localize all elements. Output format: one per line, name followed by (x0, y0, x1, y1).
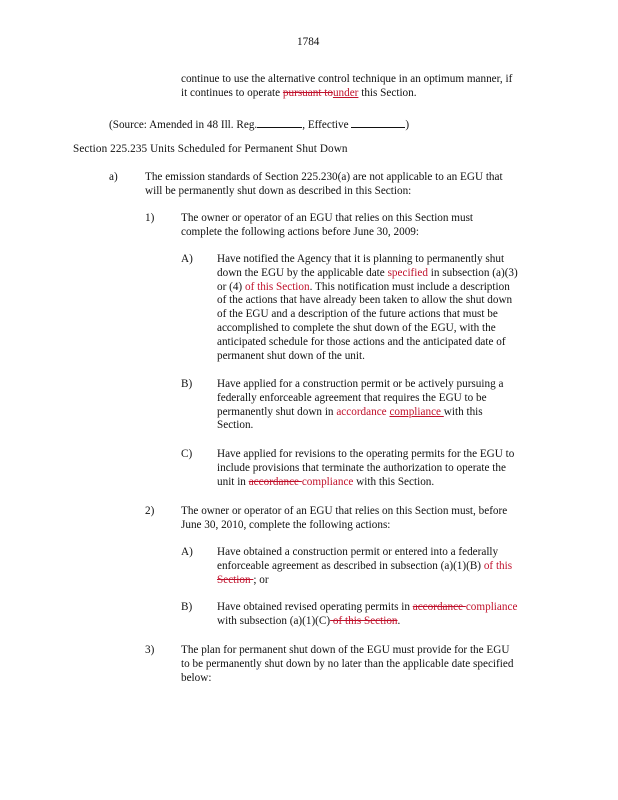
subsection-a2A-text: Have obtained a construction permit or entered into a federally enforceable agreement as described in subsection (a)(1)(B) of this Section ; or (217, 546, 513, 586)
label-a1: 1) (145, 212, 155, 224)
label-a3: 3) (145, 644, 155, 656)
inserted-text: of this Section (244, 280, 310, 293)
subsection-a1-text: The owner or operator of an EGU that relies on this Section must complete the following actions before June 30, 2009: (181, 212, 474, 238)
inserted-text: compliance (465, 601, 518, 613)
deleted-text: Section (217, 573, 254, 586)
subsection-a2-text: The owner or operator of an EGU that relies on this Section must, before June 30, 2010, complete the following actions: (181, 505, 508, 531)
continuation-paragraph (181, 73, 581, 101)
inserted-text: accordance (336, 405, 387, 418)
label-a1C: C) (181, 448, 193, 460)
label-a1B: B) (181, 378, 193, 390)
inserted-text: specified (387, 266, 428, 279)
deleted-text: of this Section (330, 614, 398, 627)
text-line: continue to use the alternative control technique in an optimum manner, if (181, 73, 513, 85)
text-line: it continues to operate pursuant tounder this Section. (181, 86, 417, 99)
subsection-a-text: The emission standards of Section 225.230(a) are not applicable to an EGU that will be permanently shut down as described in this Section: (145, 171, 503, 197)
inserted-text: compliance (301, 475, 354, 488)
label-a1A: A) (181, 253, 193, 265)
label-a2B: B) (181, 601, 193, 613)
subsection-a3-text: The plan for permanent shut down of the EGU must provide for the EGU to be permanently shut down by no later than the applicable date specified below: (181, 644, 514, 684)
label-a2A: A) (181, 546, 193, 558)
subsection-a1B-text: Have applied for a construction permit or be actively pursuing a federally enforceable agreement that requires the EGU to be permanently shut down in accordance compliance with this Section. (217, 378, 504, 432)
inserted-text: under (332, 86, 359, 99)
label-a2: 2) (145, 505, 155, 517)
section-heading: Section 225.235 Units Scheduled for Permanent Shut Down (73, 143, 348, 155)
effective-blank (351, 117, 405, 128)
subsection-a1A-text: Have notified the Agency that it is planning to permanently shut down the EGU by the applicable date specified in subsection (a)(3) or (4) of this Section. This notification must include a description of the actions that have already been taken to allow the shut down of the EGU and a description of the future actions that must be accomplished to complete the shut down of the EGU, with the anticipated schedule for those actions and the anticipated date of permanent shut down of the unit. (217, 253, 518, 362)
subsection-a1C-text: Have applied for revisions to the operating permits for the EGU to include provisions that terminate the authorization to operate the unit in accordance compliance with this Section. (217, 448, 515, 488)
reg-blank (257, 117, 302, 128)
inserted-text: compliance (389, 405, 444, 418)
page-number: 1784 (297, 36, 320, 48)
inserted-text: of this (483, 559, 513, 572)
subsection-a2B-text: Have obtained revised operating permits in accordance compliance with subsection (a)(1)(C) of this Section. (217, 601, 518, 627)
label-a: a) (109, 171, 118, 183)
deleted-text: accordance (248, 475, 302, 488)
deleted-text: accordance (412, 601, 466, 613)
source-note: (Source: Amended in 48 Ill. Reg. , Effective ) (109, 119, 410, 131)
deleted-text: pursuant to (282, 86, 333, 99)
